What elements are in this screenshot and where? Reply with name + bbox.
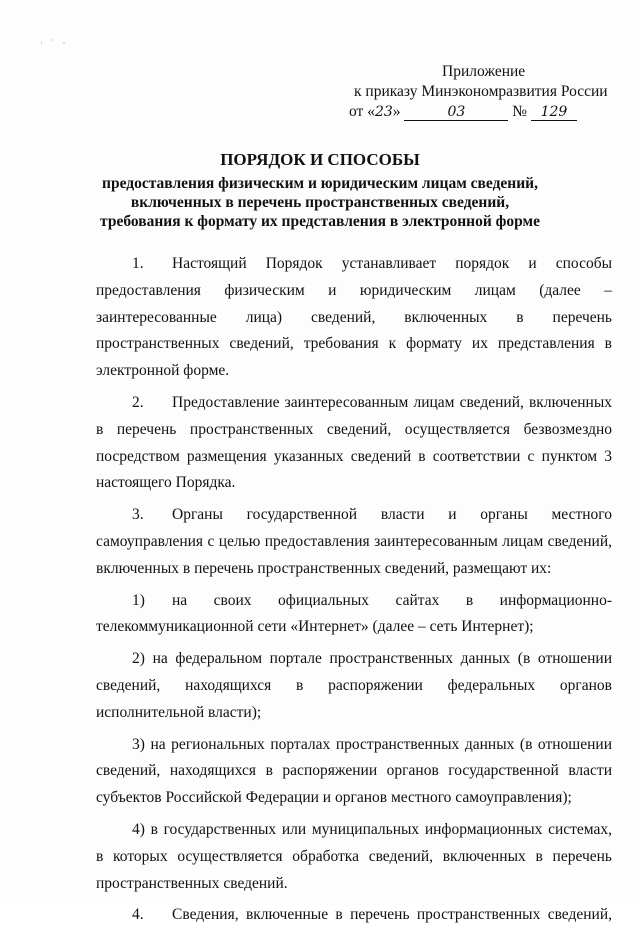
order-date-number (340, 102, 620, 122)
document-body (96, 251, 612, 934)
subitem-text: 2) на федеральном портале пространственных данных (в отношении сведений, находящихся в распоряжении федеральных органов исполнительной власти); (96, 650, 612, 721)
date-prefix: от « (349, 103, 375, 120)
subitem-text: 4) в государственных или муниципальных информационных системах, в которых осуществляется обработка сведений, включенных в перечень пространственных сведений. (96, 820, 612, 892)
subitem-text: 3) на региональных порталах пространственных данных (в отношении сведений, находящихся в распоряжении органов государственной власти субъектов Российской Федерации и органов местного самоуправления); (96, 735, 612, 807)
subitem-text: на своих официальных сайтах в информационно-телекоммуникационной сети «Интернет» (далее – сеть Интернет); (96, 591, 612, 636)
date-mid: » (392, 103, 405, 120)
subitem-1 (96, 588, 612, 642)
date-day: 23 (374, 104, 393, 120)
title-main: ПОРЯДОК И СПОСОБЫ (220, 150, 420, 169)
paragraph-number: 1. (132, 255, 144, 272)
number-label: № (512, 103, 528, 120)
appendix-header (340, 62, 620, 122)
title-subtitle: предоставления физическим и юридическим лицам сведений, включенных в перечень пространственных сведений, требования к формату их представления в электронной форме (100, 175, 540, 230)
paragraph-2 (96, 390, 612, 497)
paragraph-number: 2. (132, 393, 144, 411)
order-number: 129 (531, 104, 577, 121)
paragraph-text: Органы государственной власти и органы местного самоуправления с целью предоставления заинтересованным лицам сведений, включенных в перечень пространственных сведений, размещают их: (96, 506, 612, 577)
order-reference: к приказу Минэкономразвития России (354, 83, 608, 100)
paragraph-3 (96, 502, 612, 582)
paragraph-text: Настоящий Порядок устанавливает порядок и способы предоставления физическим и юридическим лицам (далее – заинтересованные лица) сведений, включенных в перечень пространственных сведений, требования к формату их представления в электронной форме. (96, 255, 612, 380)
scan-noise: · ˙ · (40, 38, 69, 48)
paragraph-number: 3. (132, 506, 144, 524)
appendix-label: Приложение (442, 63, 526, 80)
subitem-4 (96, 817, 612, 897)
paragraph-text: Сведения, включенные в перечень пространственных сведений, (172, 906, 612, 924)
document-title (95, 148, 545, 231)
subitem-2 (96, 646, 612, 726)
paragraph-text: Предоставление заинтересованным лицам сведений, включенных в перечень пространственных сведений, осуществляется безвозмездно посредством размещения указанных сведений в соответствии с пунктом 3 настоящего Порядка. (96, 393, 612, 492)
subitem-3 (96, 732, 612, 812)
subitem-number: 1) (132, 591, 145, 609)
paragraph-4 (96, 902, 612, 929)
paragraph-number: 4. (132, 906, 144, 924)
date-month: 03 (404, 104, 508, 121)
paragraph-1 (96, 251, 612, 385)
